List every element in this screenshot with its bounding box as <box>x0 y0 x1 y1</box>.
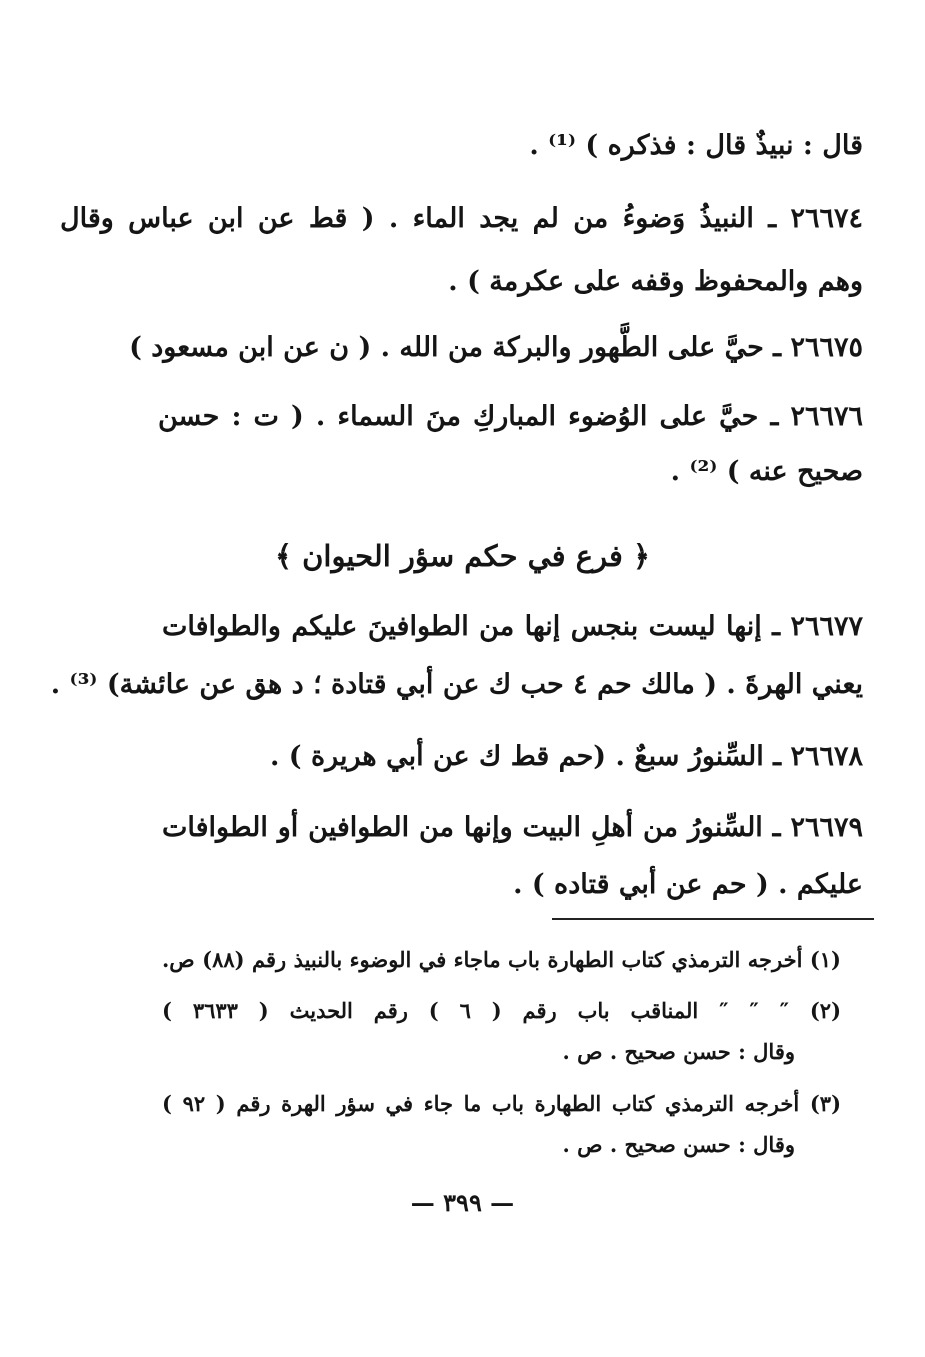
body-line-1: قال : نبيذٌ قال : فذكره ) ⁽¹⁾ . <box>529 130 863 161</box>
footnote-3-line-1: (٣) أخرجه الترمذي كتاب الطهارة باب ما جاء في سؤر الهرة رقم ( ٩٢ ) <box>162 1091 842 1116</box>
footnote-2-line-2: وقال : حسن صحيح . ص . <box>562 1039 795 1064</box>
section-title: ﴿ فرع في حكم سؤر الحيوان ﴾ <box>275 539 650 573</box>
footnote-2-line-1: (٢) ″ ″ ″ المناقب باب رقم ( ٦ ) رقم الحديث ( ٣٦٣٣ ) <box>162 998 841 1023</box>
hadith-26679-line-1: ٢٦٦٧٩ ـ السِّنورُ من أهلِ البيت وإنها من الطوافين أو الطوافات <box>162 812 863 843</box>
footnote-3-line-2: وقال : حسن صحيح . ص . <box>562 1132 795 1157</box>
hadith-26674-line-2: وهم والمحفوظ وقفه على عكرمة ) . <box>448 266 863 297</box>
hadith-26678: ٢٦٦٧٨ ـ السِّنورُ سبعٌ . (حم قط ك عن أبي هريرة ) . <box>270 741 863 772</box>
hadith-26677-line-2: يعني الهرةَ . ( مالك حم ٤ حب ك عن أبي قتادة ؛ د هق عن عائشة) ⁽³⁾ . <box>50 669 863 700</box>
hadith-26676-line-2: صحيح عنه ) ⁽²⁾ . <box>670 456 863 487</box>
hadith-26677-line-1: ٢٦٦٧٧ ـ إنها ليست بنجس إنها من الطوافينَ عليكم والطوافات <box>162 611 864 642</box>
footnote-divider <box>552 918 874 920</box>
hadith-26675: ٢٦٦٧٥ ـ حيَّ على الطَّهور والبركة من الله . ( ن عن ابن مسعود ) <box>129 332 863 363</box>
footnote-1: (١) أخرجه الترمذي كتاب الطهارة باب ماجاء في الوضوء بالنبيذ رقم (٨٨) ص. <box>162 947 841 972</box>
hadith-26676-line-1: ٢٦٦٧٦ ـ حيَّ على الوُضوء المباركِ منَ السماء . ( ت : حسن <box>158 401 863 432</box>
page-number: — ٣٩٩ — <box>410 1188 515 1217</box>
hadith-26679-line-2: عليكم . ( حم عن أبي قتاده ) . <box>513 869 863 900</box>
hadith-26674-line-1: ٢٦٦٧٤ ـ النبيذُ وَضوءُ من لم يجد الماء . ( قط عن ابن عباس وقال <box>60 203 863 234</box>
